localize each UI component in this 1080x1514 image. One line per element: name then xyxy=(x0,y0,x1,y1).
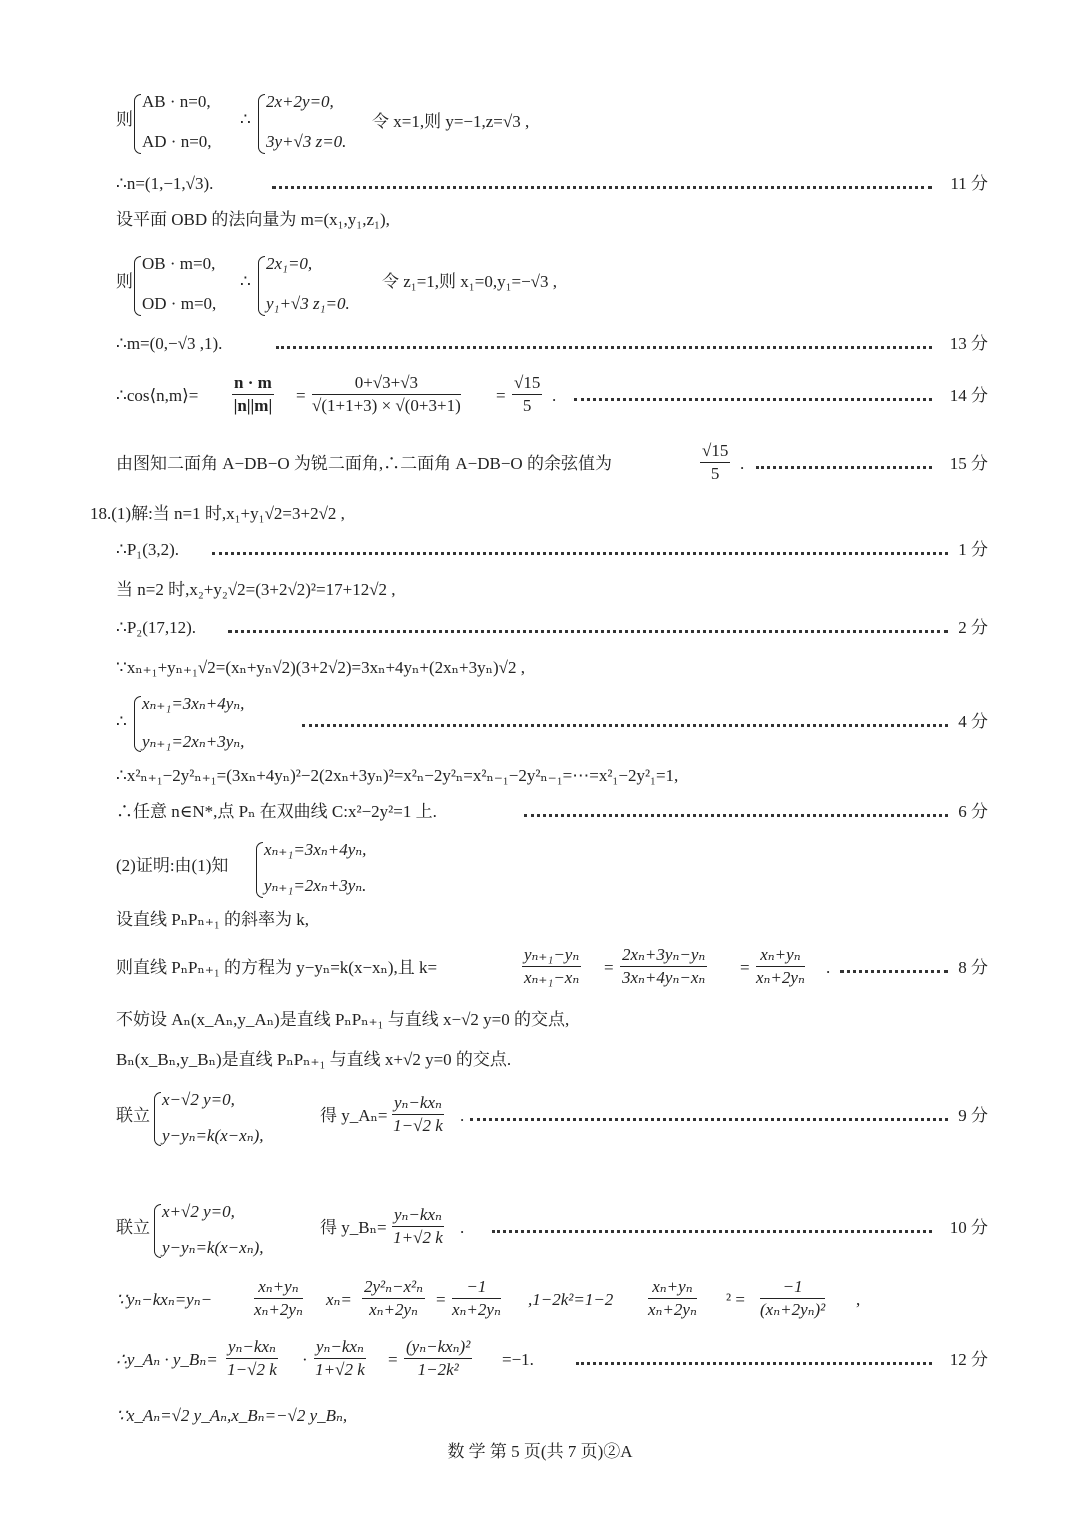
fraction-denominator: xₙ+2yₙ xyxy=(452,1300,501,1319)
period: . xyxy=(460,1106,465,1125)
result-m: ∴m=(0,−√3 ,1). xyxy=(116,334,223,353)
fraction xyxy=(392,1204,444,1249)
score-12: 12 分 xyxy=(949,1350,988,1369)
eq-sys-2: y₁+√3 z₁=0. xyxy=(266,294,350,313)
fraction-denominator: √(1+1+3) × √(0+3+1) xyxy=(312,396,461,415)
recurrence-y: yₙ₊₁=2xₙ+3yₙ. xyxy=(264,876,367,895)
fraction-numerator: xₙ+yₙ xyxy=(254,1276,303,1299)
math-text: · xyxy=(302,1350,308,1369)
fraction xyxy=(254,1276,303,1321)
score-10: 10 分 xyxy=(949,1218,988,1237)
score-8: 8 分 xyxy=(958,958,988,977)
fraction-numerator: √15 xyxy=(512,372,542,395)
text-ze: 则 xyxy=(116,272,133,291)
x-relation: ∵x_Aₙ=√2 y_Aₙ,x_Bₙ=−√2 y_Bₙ, xyxy=(116,1406,348,1425)
dot-leader xyxy=(276,346,932,349)
fraction xyxy=(226,1336,278,1381)
dot-leader xyxy=(212,552,948,555)
therefore-sign: ∴ xyxy=(240,272,251,291)
dot-leader xyxy=(840,970,948,973)
simultaneous-label: 联立 xyxy=(116,1106,150,1125)
math-text: = xyxy=(436,1290,446,1309)
result-p1: ∴P₁(3,2). xyxy=(116,540,180,559)
fraction-numerator: 0+√3+√3 xyxy=(312,372,461,395)
equals-sign: = xyxy=(496,386,506,405)
fraction xyxy=(760,1276,825,1321)
eq-ob-m: OB · m=0, xyxy=(142,254,216,273)
fraction-denominator: 1+√2 k xyxy=(393,1228,443,1247)
score-6: 6 分 xyxy=(958,802,988,821)
part2-proof: (2)证明:由(1)知 xyxy=(116,856,229,875)
text-ze: 则 xyxy=(116,110,133,129)
system-brace xyxy=(258,256,265,316)
eq-sys-2: 3y+√3 z=0. xyxy=(266,132,347,151)
comma: , xyxy=(856,1290,861,1309)
dihedral-angle-text: 由图知二面角 A−DB−O 为锐二面角,∴二面角 A−DB−O 的余弦值为 xyxy=(116,454,612,473)
fraction-denominator: xₙ+2yₙ xyxy=(369,1300,418,1319)
math-text: = xyxy=(388,1350,398,1369)
fraction xyxy=(756,944,805,989)
fraction-denominator: (xₙ+2yₙ)² xyxy=(760,1300,826,1319)
recurrence-y: yₙ₊₁=2xₙ+3yₙ, xyxy=(142,732,245,751)
page-footer: 数 学 第 5 页(共 7 页)②A xyxy=(447,1442,633,1461)
score-15: 15 分 xyxy=(949,454,988,473)
get-yA: 得 y_Aₙ= xyxy=(320,1106,388,1125)
fraction-numerator: (yₙ−kxₙ)² xyxy=(404,1336,472,1359)
invariant-chain: ∴x²ₙ₊₁−2y²ₙ₊₁=(3xₙ+4yₙ)²−2(2xₙ+3yₙ)²=x²ₙ−2y²ₙ=x²ₙ₋₁−2y²ₙ₋₁=⋯=x²₁−2y²₁=1, xyxy=(116,766,679,785)
let-z1: 令 z₁=1,则 x₁=0,y₁=−√3 , xyxy=(382,272,558,291)
plane-obd-normal: 设平面 OBD 的法向量为 m=(x₁,y₁,z₁), xyxy=(116,210,390,229)
simultaneous-label: 联立 xyxy=(116,1218,150,1237)
recurrence-derivation: ∵xₙ₊₁+yₙ₊₁√2=(xₙ+yₙ√2)(3+2√2)=3xₙ+4yₙ+(2xₙ+3yₙ)√2 , xyxy=(116,658,525,677)
dot-leader xyxy=(576,1362,932,1365)
system-brace xyxy=(256,842,263,898)
result-n: ∴n=(1,−1,√3). xyxy=(116,174,214,193)
fraction-denominator: 1−√2 k xyxy=(393,1116,443,1135)
math-text: =−1. xyxy=(502,1350,534,1369)
math-text: ² = xyxy=(726,1290,745,1309)
get-yB: 得 y_Bₙ= xyxy=(320,1218,387,1237)
dot-leader xyxy=(756,466,932,469)
system-brace xyxy=(134,696,141,752)
eq-line-b: x+√2 y=0, xyxy=(162,1202,235,1221)
fraction-numerator: 2xₙ+3yₙ−yₙ xyxy=(620,944,707,967)
therefore-sign: ∴ xyxy=(116,712,127,731)
eq-sys-1: 2x₁=0, xyxy=(266,254,313,273)
system-brace xyxy=(258,94,265,154)
fraction-numerator: yₙ−kxₙ xyxy=(392,1204,444,1227)
fraction-numerator: xₙ+yₙ xyxy=(648,1276,697,1299)
fraction-numerator: n · m xyxy=(232,372,274,395)
math-text: ,1−2k²=1−2 xyxy=(528,1290,614,1309)
fraction xyxy=(392,1092,444,1137)
fraction xyxy=(362,1276,425,1321)
fraction xyxy=(620,944,707,989)
score-13: 13 分 xyxy=(949,334,988,353)
fraction xyxy=(522,944,581,989)
slope-def: 设直线 PₙPₙ₊₁ 的斜率为 k, xyxy=(116,910,310,929)
product-start: ∴y_Aₙ · y_Bₙ= xyxy=(116,1350,218,1369)
dot-leader xyxy=(524,814,948,817)
line-equation: 则直线 PₙPₙ₊₁ 的方程为 y−yₙ=k(x−xₙ),且 k= xyxy=(116,958,438,977)
result-p2: ∴P₂(17,12). xyxy=(116,618,197,637)
fraction-numerator: yₙ−kxₙ xyxy=(226,1336,278,1359)
point-a-def: 不妨设 Aₙ(x_Aₙ,y_Aₙ)是直线 PₙPₙ₊₁ 与直线 x−√2 y=0 的交点, xyxy=(116,1010,570,1029)
fraction xyxy=(648,1276,697,1321)
fraction xyxy=(512,372,542,417)
let-x: 令 x=1,则 y=−1,z=√3 , xyxy=(372,112,530,131)
recurrence-x: xₙ₊₁=3xₙ+4yₙ, xyxy=(264,840,367,859)
period: . xyxy=(460,1218,465,1237)
eq-line-a: x−√2 y=0, xyxy=(162,1090,235,1109)
fraction-denominator: xₙ+2yₙ xyxy=(648,1300,697,1319)
fraction-numerator: √15 xyxy=(700,440,730,463)
fraction-denominator: xₙ+2yₙ xyxy=(254,1300,303,1319)
fraction-denominator: 1−√2 k xyxy=(227,1360,277,1379)
score-11: 11 分 xyxy=(950,174,988,193)
dot-leader xyxy=(470,1118,948,1121)
score-4: 4 分 xyxy=(958,712,988,731)
fraction-numerator: xₙ+yₙ xyxy=(756,944,805,967)
period: . xyxy=(826,958,831,977)
math-text: xₙ= xyxy=(326,1290,352,1309)
equals-sign: = xyxy=(296,386,306,405)
equals-sign: = xyxy=(604,958,614,977)
fraction-denominator: 1+√2 k xyxy=(315,1360,365,1379)
system-brace xyxy=(154,1204,161,1258)
fraction-denominator: xₙ+2yₙ xyxy=(756,968,805,987)
fraction xyxy=(232,372,274,417)
eq-line-pp: y−yₙ=k(x−xₙ), xyxy=(162,1126,264,1145)
fraction-denominator: 5 xyxy=(710,464,720,483)
system-brace xyxy=(154,1092,161,1146)
fraction-numerator: 2y²ₙ−x²ₙ xyxy=(362,1276,425,1299)
fraction-denominator: |n||m| xyxy=(233,396,273,415)
fraction-numerator: yₙ−kxₙ xyxy=(392,1092,444,1115)
therefore-sign: ∴ xyxy=(240,110,251,129)
fraction-denominator: xₙ₊₁−xₙ xyxy=(524,968,580,987)
fraction-numerator: −1 xyxy=(452,1276,501,1299)
dot-leader xyxy=(228,630,948,633)
q18-part1-start: 18.(1)解:当 n=1 时,x₁+y₁√2=3+2√2 , xyxy=(90,504,345,523)
fraction-numerator: −1 xyxy=(760,1276,825,1299)
fraction xyxy=(314,1336,366,1381)
system-brace xyxy=(134,94,141,154)
score-14: 14 分 xyxy=(949,386,988,405)
fraction xyxy=(452,1276,501,1321)
eq-od-m: OD · m=0, xyxy=(142,294,217,313)
period: . xyxy=(740,454,745,473)
fraction xyxy=(404,1336,472,1381)
fraction-numerator: yₙ−kxₙ xyxy=(314,1336,366,1359)
fraction-numerator: yₙ₊₁−yₙ xyxy=(522,944,581,967)
dot-leader xyxy=(302,724,948,727)
case-n2: 当 n=2 时,x₂+y₂√2=(3+2√2)²=17+12√2 , xyxy=(116,580,396,599)
fraction-denominator: 3xₙ+4yₙ−xₙ xyxy=(622,968,706,987)
system-brace xyxy=(134,256,141,316)
score-9: 9 分 xyxy=(958,1106,988,1125)
eq-line-pp: y−yₙ=k(x−xₙ), xyxy=(162,1238,264,1257)
dot-leader xyxy=(272,186,932,189)
simplify-start: ∵yₙ−kxₙ=yₙ− xyxy=(116,1290,213,1309)
period: . xyxy=(552,386,557,405)
fraction-denominator: 5 xyxy=(522,396,532,415)
score-1: 1 分 xyxy=(958,540,988,559)
fraction-denominator: 1−2k² xyxy=(417,1360,459,1379)
equals-sign: = xyxy=(740,958,750,977)
score-2: 2 分 xyxy=(958,618,988,637)
cos-label: ∴cos⟨n,m⟩= xyxy=(116,386,199,405)
eq-ab-n: AB · n=0, xyxy=(142,92,211,111)
fraction xyxy=(700,440,730,485)
point-b-def: Bₙ(x_Bₙ,y_Bₙ)是直线 PₙPₙ₊₁ 与直线 x+√2 y=0 的交点. xyxy=(116,1050,512,1069)
recurrence-x: xₙ₊₁=3xₙ+4yₙ, xyxy=(142,694,245,713)
fraction xyxy=(312,372,461,417)
on-hyperbola: ∴任意 n∈N*,点 Pₙ 在双曲线 C:x²−2y²=1 上. xyxy=(116,802,437,821)
eq-ad-n: AD · n=0, xyxy=(142,132,212,151)
dot-leader xyxy=(574,398,932,401)
dot-leader xyxy=(492,1230,932,1233)
eq-sys-1: 2x+2y=0, xyxy=(266,92,334,111)
